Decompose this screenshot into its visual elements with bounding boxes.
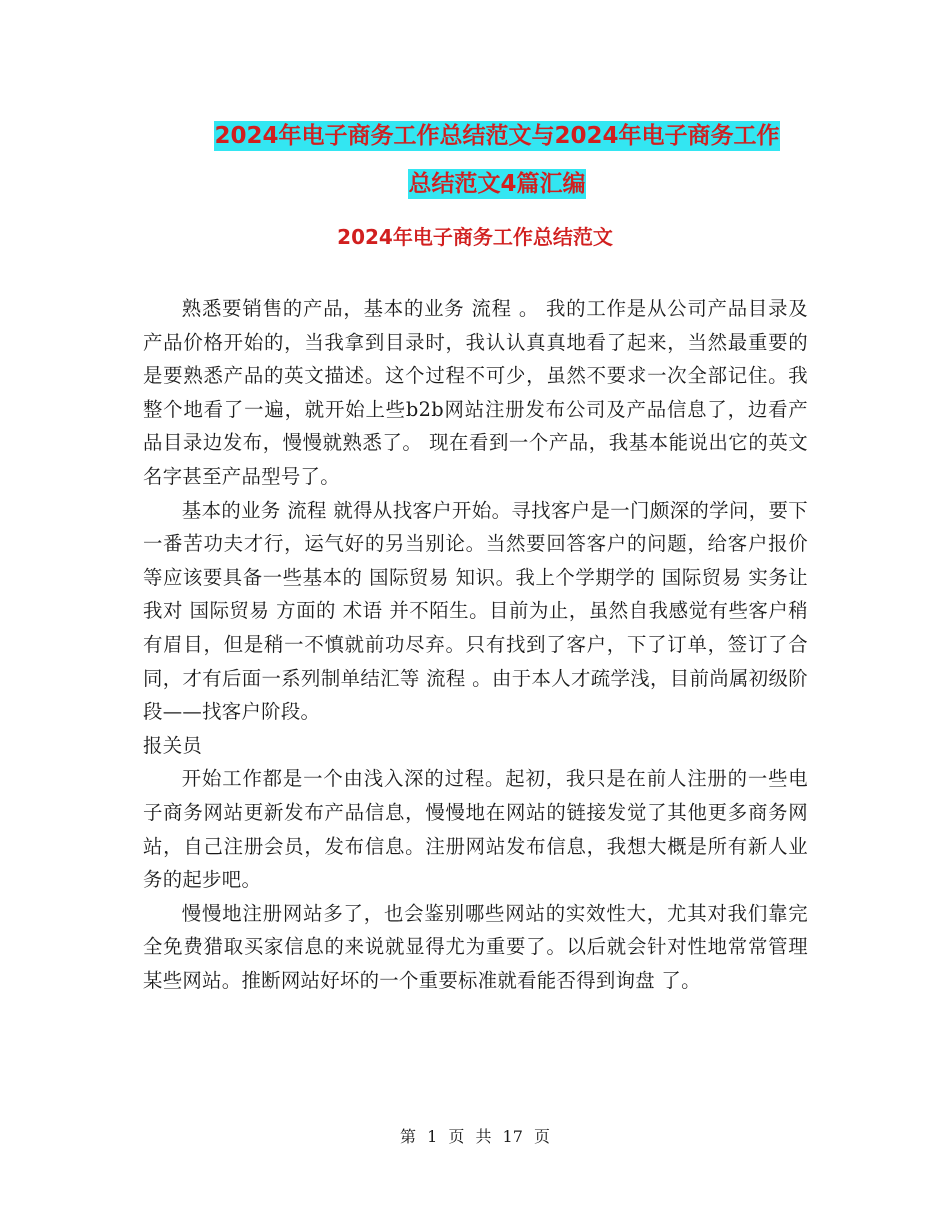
page-number-footer: 第 1 页 共 17 页 [400, 1127, 550, 1146]
paragraph-1: 熟悉要销售的产品，基本的业务 流程 。 我的工作是从公司产品目录及产品价格开始的，当我拿到目录时，我认认真真地看了起来，当然最重要的是要熟悉产品的英文描述。这个过程不可少，虽然不要求一次全部记住。我整个地看了一遍，就开始上些b2b网站注册发布公司及产品信息了，边看产品目录边发布，慢慢就熟悉了。 现在看到一个产品，我基本能说出它的英文名字甚至产品型号了。 [143, 297, 808, 488]
paragraph-4: 开始工作都是一个由浅入深的过程。起初，我只是在前人注册的一些电子商务网站更新发布产品信息，慢慢地在网站的链接发觉了其他更多商务网站，自己注册会员，发布信息。注册网站发布信息，我想大概是所有新人业务的起步吧。 [143, 767, 808, 892]
document-title [140, 112, 854, 208]
section-title: 2024年电子商务工作总结范文 [337, 225, 613, 249]
document-title-line1: 2024年电子商务工作总结范文与2024年电子商务工作 [214, 123, 780, 149]
document-title-line2: 总结范文4篇汇编 [408, 171, 586, 197]
paragraph-5: 慢慢地注册网站多了，也会鉴别哪些网站的实效性大，尤其对我们靠完全免费猎取买家信息的来说就显得尤为重要了。以后就会针对性地常常管理某些网站。推断网站好坏的一个重要标准就看能否得到询盘 了。 [143, 901, 808, 992]
paragraph-2: 基本的业务 流程 就得从找客户开始。寻找客户是一门颇深的学问，要下一番苦功夫才行，运气好的另当别论。当然要回答客户的问题，给客户报价等应该要具备一些基本的 国际贸易 知识。我上个学期学的 国际贸易 实务让我对 国际贸易 方面的 术语 并不陌生。目前为止，虽然自我感觉有些客户稍有眉目，但是稍一不慎就前功尽弃。只有找到了客户，下了订单，签订了合同，才有后面一系列制单结汇等 流程 。由于本人才疏学浅，目前尚属初级阶段——找客户阶段。 [143, 498, 808, 724]
document-body [143, 292, 808, 997]
paragraph-3: 报关员 [143, 733, 203, 757]
